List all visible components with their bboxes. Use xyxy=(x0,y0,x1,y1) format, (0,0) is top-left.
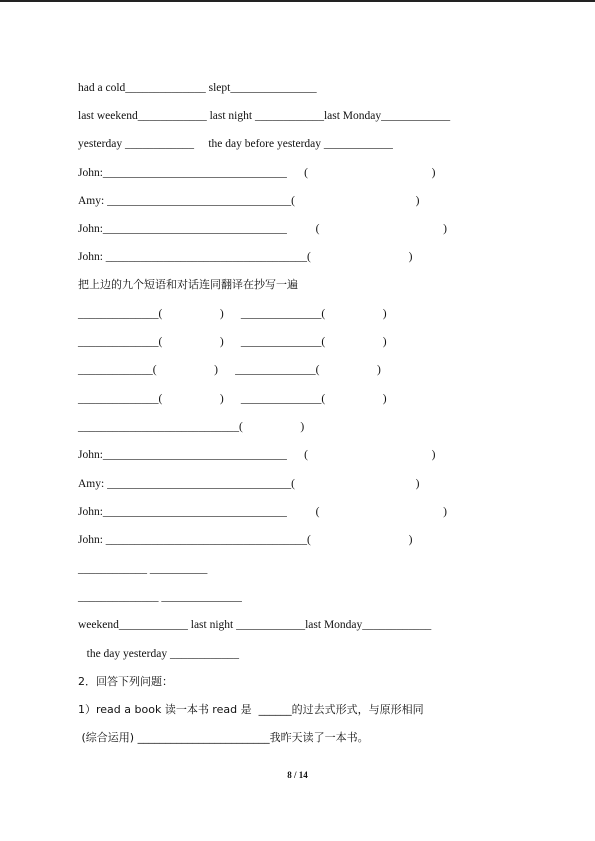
copy-row-4: ______________( ) ______________( ) xyxy=(78,393,387,405)
vocab-line-5: the day yesterday ____________ xyxy=(78,648,239,660)
vocab-line-4: weekend____________ last night ____________last Monday____________ xyxy=(78,619,432,631)
dialogue-john-2: John:________________________________ ( ) xyxy=(78,223,447,235)
top-border xyxy=(0,0,595,2)
instruction-copy: 把上边的九个短语和对话连同翻译在抄写一遍 xyxy=(78,278,298,291)
blank-line-2: ______________ ______________ xyxy=(78,591,242,603)
question-1-answer: (综合运用) ________________________我昨天读了一本书。 xyxy=(78,731,369,744)
copy-row-5: ____________________________( ) xyxy=(78,421,305,433)
dialogue-john-6: John: ___________________________________( ) xyxy=(78,534,413,546)
vocab-line-1: had a cold______________ slept_______________ xyxy=(78,82,317,94)
blank-line-1: ____________ __________ xyxy=(78,563,208,575)
copy-row-1: ______________( ) ______________( ) xyxy=(78,308,387,320)
dialogue-amy-1: Amy: ________________________________( ) xyxy=(78,195,420,207)
dialogue-john-5: John:________________________________ ( ) xyxy=(78,506,447,518)
dialogue-john-3: John: ___________________________________( ) xyxy=(78,251,413,263)
question-heading: 2．回答下列问题： xyxy=(78,675,173,688)
copy-row-2: ______________( ) ______________( ) xyxy=(78,336,387,348)
vocab-line-2: last weekend____________ last night ____________last Monday____________ xyxy=(78,110,451,122)
dialogue-john-1: John:________________________________ ( ) xyxy=(78,167,436,179)
page-number: 8 / 14 xyxy=(287,770,308,780)
dialogue-amy-2: Amy: ________________________________( ) xyxy=(78,478,420,490)
question-1: 1）read a book 读一本书 read 是 ______的过去式形式，与原形相同 xyxy=(78,703,424,716)
dialogue-john-4: John:________________________________ ( ) xyxy=(78,449,436,461)
copy-row-3: _____________( ) ______________( ) xyxy=(78,364,381,376)
vocab-line-3: yesterday ____________ the day before yesterday ____________ xyxy=(78,138,393,150)
